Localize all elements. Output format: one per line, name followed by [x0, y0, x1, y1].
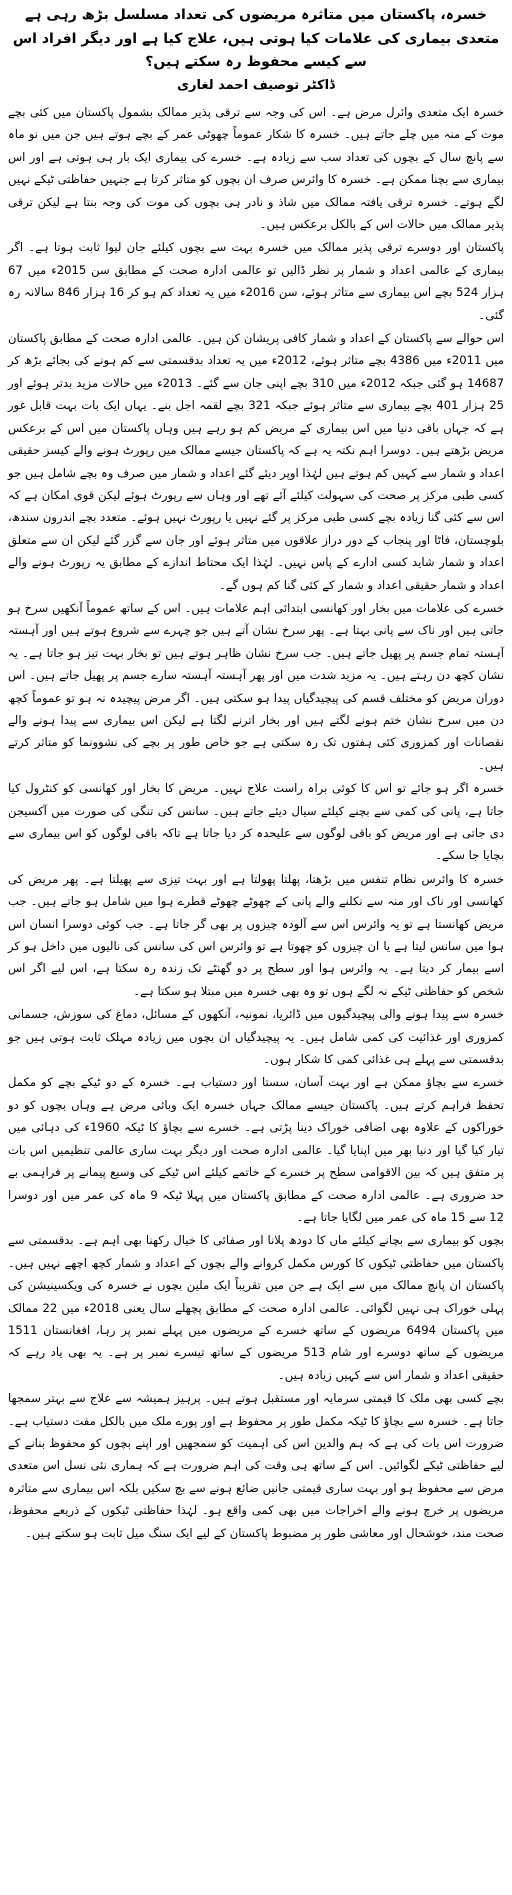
article-author: ڈاکٹر توصیف احمد لغاری	[177, 78, 335, 93]
paragraph: خسرے کی علامات میں بخار اور کھانسی ابتدائی اہم علامات ہیں۔ اس کے ساتھ عموماً آنکھیں سرخ ہو جاتی ہیں اور ناک سے پانی بہتا ہے۔ پھر سرخ نشان آتے ہیں جو چہرے سے شروع ہوتے ہیں اور آہستہ آہستہ تمام جسم پر پھیل جاتے ہیں۔ جب سرخ نشان ظاہر ہوتے ہیں تو بخار بہت تیز ہو جاتا ہے۔ یہ نشان کچھ دن رہتے ہیں۔ یہ مزید شدت میں اور پھر آہستہ آہستہ سارے جسم پر پھیل جاتے ہیں۔ اس دوران مریض کو مختلف قسم کی پیچیدگیاں پیدا ہو سکتی ہیں۔ اگر مرض پیچیدہ نہ ہو تو عموماً کچھ دن میں سرخ نشان ختم ہونے لگتے ہیں اور بخار اترنے لگتا ہے لیکن اس بیماری سے پیدا ہونے والے نقصانات اور کمزوری کئی ہفتوں تک رہ سکتی ہے جو خاص طور پر بچے کی نشوونما کو متاثر کرتے ہیں۔	[8, 600, 504, 772]
paragraph: خسرہ کا وائرس نظام تنفس میں بڑھتا، پھلتا پھولتا ہے اور بہت تیزی سے پھیلتا ہے۔ پھر مریض کی کھانسی اور ناک اور منہ سے نکلنے والے پانی کے چھوٹے چھوٹے قطرے ہوا میں شامل ہو جاتے ہیں۔ جب مریض کھانستا ہے تو یہ وائرس اس سے آلودہ چیزوں پر بھی گر جاتا ہے۔ جب کوئی دوسرا انسان اس ہوا میں سانس لیتا ہے یا ان چیزوں کو چھوتا ہے تو وائرس اس کی سانس کی نالیوں میں داخل ہو کر اسے بیمار کر دیتا ہے۔ یہ وائرس ہوا اور سطح پر دو گھنٹے تک زندہ رہ سکتا ہے، اس لیے اگر اس شخص کو حفاظتی ٹیکے نہ لگے ہوں تو وہ بھی خسرہ میں مبتلا ہو سکتا ہے۔	[8, 871, 504, 998]
paragraph: خسرہ اگر ہو جائے تو اس کا کوئی براہ راست علاج نہیں۔ مریض کا بخار اور کھانسی کو کنٹرول کیا جاتا ہے، پانی کی کمی سے بچنے کیلئے سیال دیئے جاتے ہیں۔ سانس کی تنگی کی صورت میں آکسیجن دی جاتی ہے اور مریض کو باقی لوگوں سے علیحدہ کر دیا جاتا ہے تاکہ باقی لوگوں کو اس بیماری سے بچایا جا سکے۔	[8, 781, 504, 863]
article-title-line-1: خسرہ، پاکستان میں متاثرہ مریضوں کی تعداد مسلسل بڑھ رہی ہے	[25, 7, 487, 23]
paragraph: خسرے سے بچاؤ ممکن ہے اور بہت آسان، سستا اور دستیاب ہے۔ خسرہ کے دو ٹیکے بچے کو مکمل تحفظ فراہم کرتے ہیں۔ پاکستان جیسے ممالک جہاں خسرہ ایک وبائی مرض ہے وہاں بچوں کو دو خوراکوں کے علاوہ بھی اضافی خوراک دینا پڑتی ہے۔ خسرے سے بچاؤ کا ٹیکہ 1960ء کی دہائی میں تیار کیا گیا اور دنیا بھر میں اپنایا گیا۔ عالمی ادارہ صحت اور دیگر بہت ساری عالمی تنظیمیں اس بات پر متفق ہیں کہ بین الاقوامی سطح پر خسرے کے خاتمے کیلئے اس ٹیکے کی وسیع پیمانے پر فراہمی بے حد ضروری ہے۔ عالمی ادارہ صحت کے مطابق پاکستان میں پہلا ٹیکہ 9 ماہ کی عمر میں اور دوسرا 12 سے 15 ماہ کی عمر میں لگایا جاتا ہے۔	[8, 1075, 504, 1224]
paragraph: خسرہ ایک متعدی وائرل مرض ہے۔ اس کی وجہ سے ترقی پذیر ممالک بشمول پاکستان میں کئی بچے موت کے منہ میں چلے جاتے ہیں۔ خسرہ کا شکار عموماً چھوٹی عمر کے بچے ہوتے ہیں جن میں نو ماہ سے پانچ سال کے بچوں کی تعداد سب سے زیادہ ہے۔ خسرے کی بیماری ایک بار ہی ہوتی ہے اور اس بیماری سے بچنا ممکن ہے۔ خسرہ کا وائرس صرف ان بچوں کو متاثر کرتا ہے جنہیں حفاظتی ٹیکے نہیں لگے ہوتے۔ خسرہ ترقی یافتہ ممالک میں شاذ و نادر ہی بچوں کی موت کی وجہ بنتا ہے لیکن ترقی پذیر ممالک میں حالات اس کے بالکل برعکس ہیں۔	[8, 105, 504, 232]
paragraph: بچے کسی بھی ملک کا قیمتی سرمایہ اور مستقبل ہوتے ہیں۔ پرہیز ہمیشہ سے علاج سے بہتر سمجھا جاتا ہے۔ خسرہ سے بچاؤ کا ٹیکہ مکمل طور پر محفوظ ہے اور پورے ملک میں بالکل مفت دستیاب ہے۔ ضرورت اس بات کی ہے کہ ہم والدین اس کی اہمیت کو سمجھیں اور اپنے بچوں کو محفوظ بنانے کے لیے حفاظتی ٹیکے لگوائیں۔ اس کے ساتھ ہی وقت کی اہم ضرورت ہے کہ ہماری نئی نسل اس متعدی مرض سے محفوظ ہو اور بہت ساری قیمتی جانیں ضائع ہونے سے بچ سکیں بلکہ اس بیماری سے متاثرہ مریضوں پر خرچ ہونے والے اخراجات میں بھی کمی واقع ہو۔ لہٰذا حفاظتی ٹیکوں کے ذریعے محفوظ، صحت مند، خوشحال اور معاشی طور پر مضبوط پاکستان کے لیے ایک سنگ میل ثابت ہو سکتے ہیں۔	[8, 1391, 504, 1540]
paragraph: پاکستان اور دوسرے ترقی پذیر ممالک میں خسرہ بہت سے بچوں کیلئے جان لیوا ثابت ہوتا ہے۔ اگر بیماری کے عالمی اعداد و شمار پر نظر ڈالیں تو عالمی ادارہ صحت کے مطابق سن 2015ء میں 67 ہزار 524 بچے اس بیماری سے متاثر ہوئے، سن 2016ء میں یہ تعداد کم ہو کر 16 ہزار 846 سالانہ رہ گئی۔	[8, 240, 504, 322]
paragraph: اس حوالے سے پاکستان کے اعداد و شمار کافی پریشان کن ہیں۔ عالمی ادارہ صحت کے مطابق پاکستان میں 2011ء میں 4386 بچے متاثر ہوئے، 2012ء میں یہ تعداد بدقسمتی سے کم ہونے کی بجائے بڑھ کر 14687 ہو گئی جبکہ 2012ء میں 310 بچے اپنی جان سے گئے۔ 2013ء میں حالات مزید بدتر ہوئے اور 25 ہزار 401 بچے بیماری سے متاثر ہوئے جبکہ 321 بچے لقمہ اجل بنے۔ یہاں ایک بات بہت قابل غور ہے کہ جہاں باقی دنیا میں اس بیماری کے مریض کم ہو رہے ہیں وہاں پاکستان میں اس کے برعکس مریض بڑھتے ہیں۔ دوسرا اہم نکتہ یہ ہے کہ پاکستان جیسے ممالک میں رپورٹ ہونے والے کیسز حقیقی اعداد و شمار سے کہیں کم ہوتے ہیں لہٰذا اوپر دیئے گئے اعداد و شمار میں صرف وہ بچے شامل ہیں جو کسی طبی مرکز پر صحت کی سہولت کیلئے آئے تھے اور وہاں سے رپورٹ ہوئے لیکن قوی امکان ہے کہ اس سے کئی گنا زیادہ بچے کسی طبی مرکز پر گئے نہیں یا رپورٹ نہیں ہوئے۔ متعدد بچے اندرون سندھ، بلوچستان، فاٹا اور پنجاب کے دور دراز علاقوں میں متاثر ہوئے اور جان سے گزر گئے لیکن ان سے متعلق اعداد و شمار شاید کسی ادارے کے پاس نہیں۔ لہٰذا ایک محتاط اندازے کے مطابق یہ رپورٹ ہونے والے اعداد و شمار حقیقی اعداد و شمار کے کئی گنا کم ہوں گے۔	[8, 331, 504, 592]
paragraph: خسرہ سے پیدا ہونے والی پیچیدگیوں میں ڈائریا، نمونیہ، آنکھوں کے مسائل، دماغ کی سوزش، جسمانی کمزوری اور غذائیت کی کمی شامل ہیں۔ یہ پیچیدگیاں ان بچوں میں زیادہ مہلک ثابت ہوتی ہیں جو بدقسمتی سے پہلے ہی غذائی کمی کا شکار ہوں۔	[8, 1007, 504, 1067]
article-title-line-2: متعدی بیماری کی علامات کیا ہوتی ہیں، علاج کیا ہے اور دیگر افراد اس سے کیسے محفوظ رہ سکتے ہیں؟	[12, 31, 500, 70]
paragraph: بچوں کو بیماری سے بچانے کیلئے ماں کا دودھ پلانا اور صفائی کا خیال رکھنا بھی اہم ہے۔ بدقسمتی سے پاکستان میں حفاظتی ٹیکوں کا کورس مکمل کروانے والے بچوں کے اعداد و شمار کچھ اچھے نہیں ہیں۔ پاکستان ان پانچ ممالک میں سے ایک ہے جن میں تقریباً ایک ملین بچوں نے خسرہ کی ویکسینیشن کی پہلی خوراک ہی نہیں لگوائی۔ عالمی ادارہ صحت کے مطابق پچھلے سال یعنی 2018ء میں 22 ممالک میں پاکستان 6494 مریضوں کے ساتھ خسرے کے مریضوں میں پہلے نمبر پر رہا، افغانستان 1511 مریضوں کے ساتھ دوسرے اور شام 513 مریضوں کے ساتھ تیسرے نمبر پر ہے۔ یہ بھی یاد رہے کہ حقیقی اعداد و شمار اس سے کہیں زیادہ ہیں۔	[8, 1233, 504, 1382]
